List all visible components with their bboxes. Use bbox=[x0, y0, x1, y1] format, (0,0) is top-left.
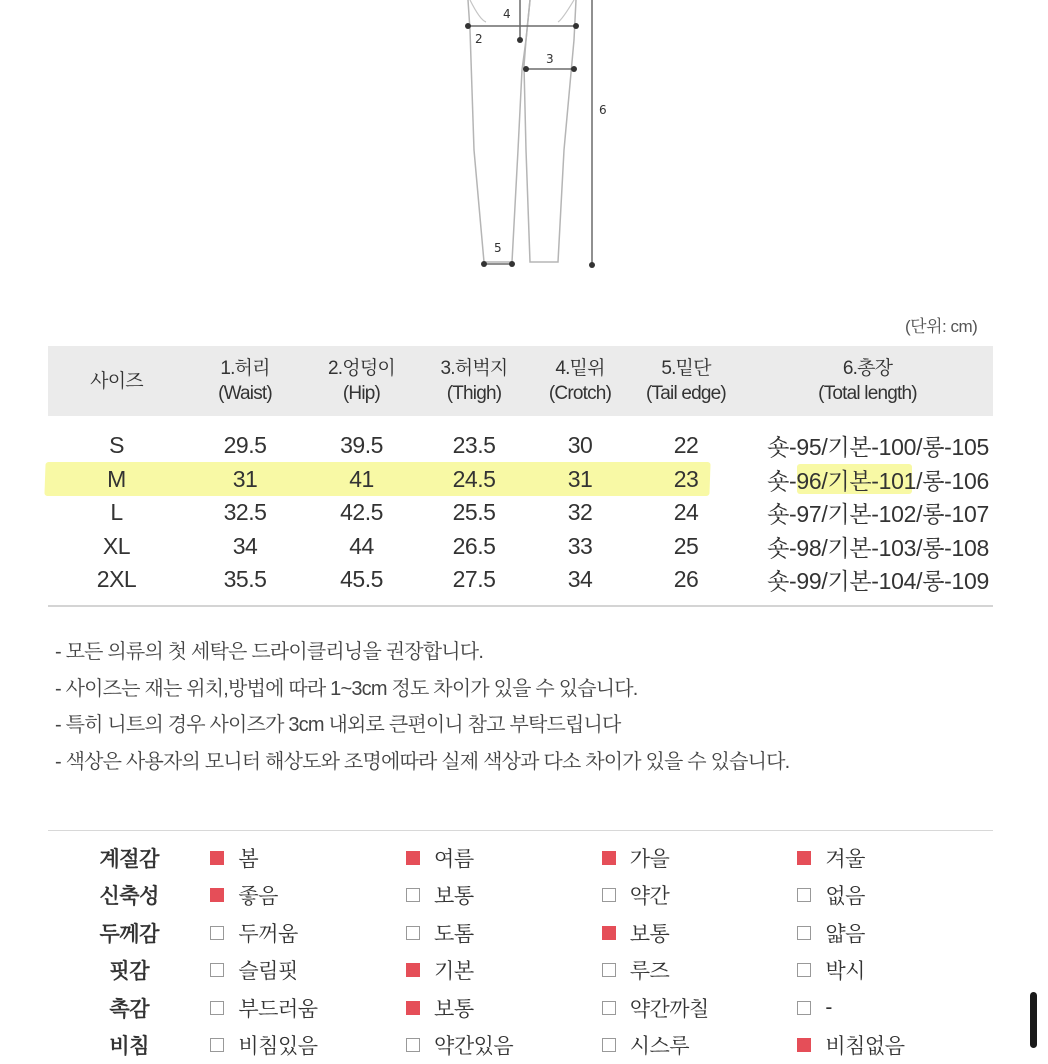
attribute-label: 촉감 bbox=[48, 993, 210, 1023]
attribute-option bbox=[797, 1030, 993, 1060]
checked-box-icon bbox=[797, 1038, 811, 1052]
attribute-option bbox=[406, 1030, 602, 1060]
cell-hip: 44 bbox=[305, 533, 418, 560]
size-table-header bbox=[48, 346, 993, 416]
attribute-option-label: 비침없음 bbox=[825, 1030, 904, 1060]
attribute-option-label: 얇음 bbox=[825, 918, 865, 948]
attribute-option-label: 슬림핏 bbox=[238, 955, 297, 985]
cell-waist: 29.5 bbox=[185, 432, 305, 459]
attribute-option bbox=[797, 918, 993, 948]
measure-label-2: 2 bbox=[475, 32, 483, 46]
note-item: - 모든 의류의 첫 세탁은 드라이클리닝을 권장합니다. bbox=[55, 634, 789, 671]
cell-size: S bbox=[48, 432, 185, 459]
attribute-option-label: 보통 bbox=[434, 993, 474, 1023]
measure-label-3: 3 bbox=[546, 52, 554, 66]
attribute-option bbox=[602, 843, 798, 873]
table-row bbox=[48, 496, 993, 530]
cell-total-length: 숏-97/기본-102/롱-107 bbox=[742, 496, 993, 529]
attribute-option bbox=[210, 880, 406, 910]
attribute-option bbox=[602, 993, 798, 1023]
table-divider bbox=[48, 605, 993, 607]
cell-crotch: 31 bbox=[530, 466, 630, 493]
unchecked-box-icon bbox=[210, 1001, 224, 1015]
cell-tail-edge: 23 bbox=[630, 466, 742, 493]
attribute-option bbox=[210, 955, 406, 985]
cell-tail-edge: 24 bbox=[630, 499, 742, 526]
attribute-option bbox=[602, 955, 798, 985]
unit-label: (단위: cm) bbox=[905, 312, 977, 337]
cell-size: XL bbox=[48, 533, 185, 560]
unchecked-box-icon bbox=[797, 888, 811, 902]
attribute-label: 비침 bbox=[48, 1030, 210, 1060]
cell-tail-edge: 22 bbox=[630, 432, 742, 459]
attribute-label: 두께감 bbox=[48, 918, 210, 948]
attribute-option-label: 없음 bbox=[825, 880, 865, 910]
cell-hip: 42.5 bbox=[305, 499, 418, 526]
header-total-length: 6.총장 (Total length) bbox=[742, 356, 993, 406]
cell-hip: 41 bbox=[305, 466, 418, 493]
cell-waist: 34 bbox=[185, 533, 305, 560]
checked-box-icon bbox=[406, 1001, 420, 1015]
size-table-body bbox=[48, 416, 993, 607]
attribute-label: 핏감 bbox=[48, 955, 210, 985]
attribute-label: 신축성 bbox=[48, 880, 210, 910]
unchecked-box-icon bbox=[406, 1038, 420, 1052]
unchecked-box-icon bbox=[797, 1001, 811, 1015]
scrollbar[interactable] bbox=[1030, 992, 1037, 1048]
attribute-option-label: 약간있음 bbox=[434, 1030, 513, 1060]
checked-box-icon bbox=[602, 926, 616, 940]
checked-box-icon bbox=[406, 851, 420, 865]
table-row bbox=[48, 530, 993, 564]
care-notes bbox=[55, 634, 789, 780]
attribute-option-label: 여름 bbox=[434, 843, 474, 873]
cell-thigh: 26.5 bbox=[418, 533, 530, 560]
attribute-option-label: 루즈 bbox=[630, 955, 670, 985]
unchecked-box-icon bbox=[602, 888, 616, 902]
attribute-row bbox=[48, 839, 993, 877]
cell-size: L bbox=[48, 499, 185, 526]
note-item: - 특히 니트의 경우 사이즈가 3cm 내외로 큰편이니 참고 부탁드립니다 bbox=[55, 707, 789, 744]
cell-total-length: 숏-98/기본-103/롱-108 bbox=[742, 530, 993, 563]
attribute-option-label: - bbox=[825, 996, 832, 1020]
attribute-option-label: 보통 bbox=[434, 880, 474, 910]
attribute-option-label: 약간 bbox=[630, 880, 670, 910]
cell-total-length: 숏-99/기본-104/롱-109 bbox=[742, 563, 993, 596]
table-row bbox=[48, 429, 993, 463]
attribute-option bbox=[210, 843, 406, 873]
cell-thigh: 24.5 bbox=[418, 466, 530, 493]
checked-box-icon bbox=[406, 963, 420, 977]
cell-thigh: 23.5 bbox=[418, 432, 530, 459]
attribute-option bbox=[602, 1030, 798, 1060]
measure-label-6: 6 bbox=[599, 103, 607, 117]
checked-box-icon bbox=[797, 851, 811, 865]
header-tail-edge: 5.밑단 (Tail edge) bbox=[630, 356, 742, 406]
cell-thigh: 25.5 bbox=[418, 499, 530, 526]
cell-size: 2XL bbox=[48, 566, 185, 593]
attribute-option bbox=[797, 843, 993, 873]
unchecked-box-icon bbox=[602, 963, 616, 977]
measure-label-4: 4 bbox=[503, 7, 511, 21]
attribute-option-label: 겨울 bbox=[825, 843, 865, 873]
unchecked-box-icon bbox=[797, 963, 811, 977]
measure-label-5: 5 bbox=[494, 241, 502, 255]
cell-thigh: 27.5 bbox=[418, 566, 530, 593]
attribute-option bbox=[406, 918, 602, 948]
attribute-option-label: 좋음 bbox=[238, 880, 278, 910]
attribute-option bbox=[210, 993, 406, 1023]
checked-box-icon bbox=[602, 851, 616, 865]
cell-tail-edge: 26 bbox=[630, 566, 742, 593]
cell-crotch: 32 bbox=[530, 499, 630, 526]
unchecked-box-icon bbox=[602, 1038, 616, 1052]
unchecked-box-icon bbox=[406, 926, 420, 940]
header-crotch: 4.밑위 (Crotch) bbox=[530, 356, 630, 406]
attribute-option bbox=[797, 955, 993, 985]
unchecked-box-icon bbox=[210, 1038, 224, 1052]
header-waist: 1.허리 (Waist) bbox=[185, 356, 305, 406]
note-item: - 색상은 사용자의 모니터 해상도와 조명에따라 실제 색상과 다소 차이가 있을 수 있습니다. bbox=[55, 744, 789, 781]
attribute-row bbox=[48, 914, 993, 952]
attribute-option-label: 박시 bbox=[825, 955, 865, 985]
attribute-option-label: 가을 bbox=[630, 843, 670, 873]
note-item: - 사이즈는 재는 위치,방법에 따라 1~3cm 정도 차이가 있을 수 있습니다. bbox=[55, 671, 789, 708]
attribute-table bbox=[48, 830, 993, 1064]
cell-waist: 31 bbox=[185, 466, 305, 493]
attribute-option-label: 약간까칠 bbox=[630, 993, 709, 1023]
checked-box-icon bbox=[210, 851, 224, 865]
attribute-option bbox=[797, 880, 993, 910]
unchecked-box-icon bbox=[210, 926, 224, 940]
attribute-option-label: 봄 bbox=[238, 843, 258, 873]
attribute-option bbox=[602, 880, 798, 910]
attribute-option bbox=[406, 993, 602, 1023]
attribute-option bbox=[406, 955, 602, 985]
attribute-option-label: 두꺼움 bbox=[238, 918, 297, 948]
table-row bbox=[48, 463, 993, 497]
attribute-option bbox=[406, 880, 602, 910]
header-size: 사이즈 bbox=[48, 369, 185, 394]
attribute-option-label: 비침있음 bbox=[238, 1030, 317, 1060]
unchecked-box-icon bbox=[210, 963, 224, 977]
cell-total-length: 숏-96/기본-101/롱-106 bbox=[742, 463, 993, 496]
header-thigh: 3.허벅지 (Thigh) bbox=[418, 356, 530, 406]
attribute-option-label: 보통 bbox=[630, 918, 670, 948]
cell-waist: 32.5 bbox=[185, 499, 305, 526]
attribute-label: 계절감 bbox=[48, 843, 210, 873]
pants-illustration bbox=[440, 0, 640, 280]
cell-hip: 39.5 bbox=[305, 432, 418, 459]
unchecked-box-icon bbox=[797, 926, 811, 940]
attribute-option-label: 기본 bbox=[434, 955, 474, 985]
attribute-option-label: 시스루 bbox=[630, 1030, 689, 1060]
unchecked-box-icon bbox=[406, 888, 420, 902]
pants-diagram bbox=[440, 0, 640, 280]
cell-crotch: 34 bbox=[530, 566, 630, 593]
table-row bbox=[48, 563, 993, 597]
attribute-option bbox=[602, 918, 798, 948]
attribute-row bbox=[48, 989, 993, 1027]
attribute-row bbox=[48, 952, 993, 990]
attribute-option bbox=[797, 996, 993, 1020]
attribute-option-label: 도톰 bbox=[434, 918, 474, 948]
cell-crotch: 33 bbox=[530, 533, 630, 560]
attribute-option bbox=[406, 843, 602, 873]
size-table bbox=[48, 346, 993, 607]
checked-box-icon bbox=[210, 888, 224, 902]
cell-hip: 45.5 bbox=[305, 566, 418, 593]
unchecked-box-icon bbox=[602, 1001, 616, 1015]
attribute-row bbox=[48, 1027, 993, 1064]
attribute-row bbox=[48, 877, 993, 915]
attribute-option bbox=[210, 918, 406, 948]
cell-tail-edge: 25 bbox=[630, 533, 742, 560]
cell-size: M bbox=[48, 466, 185, 493]
cell-waist: 35.5 bbox=[185, 566, 305, 593]
cell-total-length: 숏-95/기본-100/롱-105 bbox=[742, 429, 993, 462]
cell-crotch: 30 bbox=[530, 432, 630, 459]
header-hip: 2.엉덩이 (Hip) bbox=[305, 356, 418, 406]
attribute-option-label: 부드러움 bbox=[238, 993, 317, 1023]
attribute-option bbox=[210, 1030, 406, 1060]
